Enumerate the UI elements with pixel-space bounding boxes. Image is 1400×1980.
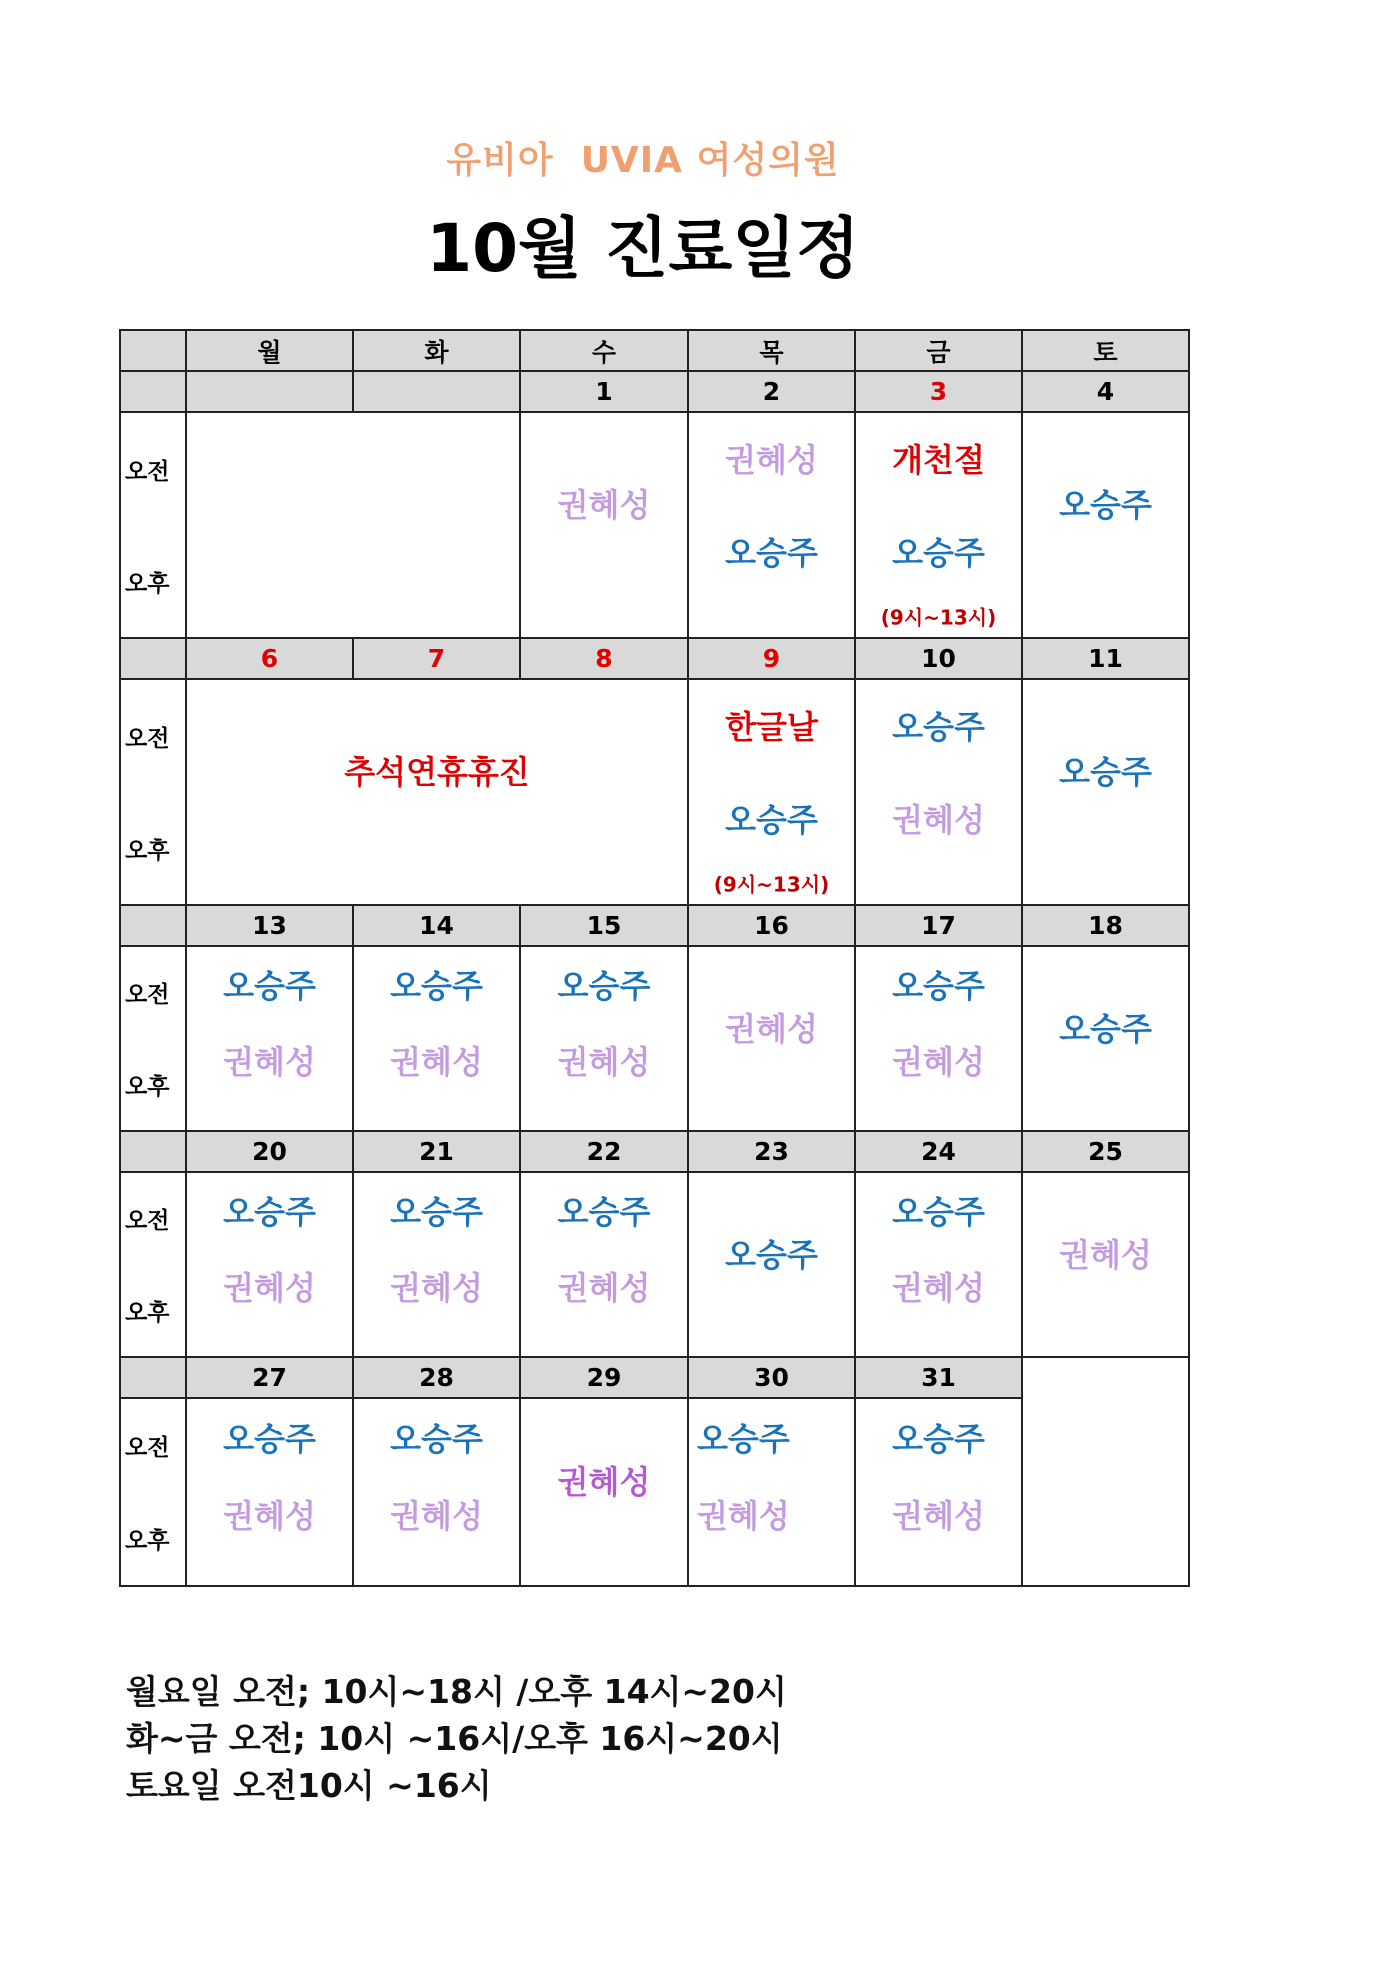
date-cell: 23 <box>687 1130 856 1173</box>
day-cell <box>185 411 521 639</box>
doctor-am: 오승주 <box>223 1193 316 1231</box>
day-cell <box>1021 411 1190 639</box>
doctor-am: 개천절 <box>892 441 985 480</box>
am-label: 오전 <box>125 1435 170 1461</box>
weekday-header: 수 <box>519 329 689 372</box>
clinic-name: 유비아 UVIA 여성의원 <box>446 140 840 181</box>
doctor-pm: 권혜성 <box>223 1042 316 1081</box>
doctor-single: 오승주 <box>1059 753 1152 792</box>
day-cell <box>1021 678 1190 906</box>
pm-label: 오후 <box>125 570 170 597</box>
day-cell <box>687 411 856 639</box>
doctor-am: 오승주 <box>390 967 483 1005</box>
doctor-am: 오승주 <box>892 967 985 1005</box>
doctor-am: 오승주 <box>223 1419 316 1458</box>
doctor-pm: 오승주 <box>892 533 985 572</box>
doctor-single: 오승주 <box>1059 1009 1152 1048</box>
weekday-header: 금 <box>854 329 1023 372</box>
doctor-pm: 권혜성 <box>892 1042 985 1081</box>
doctor-am: 오승주 <box>557 1193 651 1231</box>
date-header-blank <box>119 370 187 413</box>
day-cell <box>854 1397 1023 1587</box>
doctor-single: 권혜성 <box>557 486 651 525</box>
doctor-am: 오승주 <box>390 1419 483 1458</box>
date-cell: 6 <box>185 637 354 680</box>
doctor-pm: 오승주 <box>725 800 818 839</box>
date-cell: 9 <box>687 637 856 680</box>
doctor-single: 추석연휴휴진 <box>344 753 530 792</box>
day-cell <box>687 1171 856 1358</box>
doctor-am: 오승주 <box>892 1193 985 1231</box>
am-label: 오전 <box>125 1208 170 1235</box>
doctor-pm: 권혜성 <box>557 1268 651 1307</box>
weekday-header: 월 <box>185 329 354 372</box>
date-cell: 20 <box>185 1130 354 1173</box>
page-title: 10월 진료일정 <box>426 210 860 287</box>
date-cell: 2 <box>687 370 856 413</box>
day-cell <box>185 1397 354 1587</box>
day-cell <box>519 411 689 639</box>
date-cell <box>185 370 354 413</box>
date-cell: 21 <box>352 1130 521 1173</box>
day-cell <box>1021 1356 1190 1587</box>
hours-line-tue-fri: 화~금 오전; 10시 ~16시/오후 16시~20시 <box>126 1719 783 1758</box>
day-cell <box>519 945 689 1132</box>
hours-line-monday: 월요일 오전; 10시~18시 /오후 14시~20시 <box>126 1672 787 1711</box>
day-cell <box>854 411 1023 639</box>
doctor-am: 오승주 <box>557 967 651 1005</box>
day-cell <box>854 678 1023 906</box>
date-cell: 31 <box>854 1356 1023 1399</box>
am-label: 오전 <box>125 458 170 485</box>
date-header-blank <box>119 637 187 680</box>
pm-label: 오후 <box>125 837 170 864</box>
day-cell <box>519 1171 689 1358</box>
day-cell <box>687 678 856 906</box>
doctor-am: 오승주 <box>892 708 985 747</box>
doctor-am: 오승주 <box>223 967 316 1005</box>
date-cell: 17 <box>854 904 1023 947</box>
session-labels <box>119 411 187 639</box>
date-cell: 8 <box>519 637 689 680</box>
day-cell <box>687 945 856 1132</box>
hours-note: (9시~13시) <box>713 872 830 897</box>
doctor-pm: 권혜성 <box>557 1042 651 1081</box>
day-cell <box>1021 945 1190 1132</box>
pm-label: 오후 <box>125 1528 170 1554</box>
date-cell: 1 <box>519 370 689 413</box>
date-cell: 13 <box>185 904 354 947</box>
doctor-am: 한글날 <box>725 708 818 747</box>
date-header-blank <box>119 1356 187 1399</box>
doctor-single: 권혜성 <box>1059 1235 1152 1274</box>
day-cell <box>352 1171 521 1358</box>
session-labels <box>119 1397 187 1587</box>
doctor-pm: 권혜성 <box>390 1042 483 1081</box>
doctor-am: 오승주 <box>390 1193 483 1231</box>
doctor-pm: 권혜성 <box>892 1268 985 1307</box>
am-label: 오전 <box>125 725 170 752</box>
date-cell: 22 <box>519 1130 689 1173</box>
day-cell <box>854 1171 1023 1358</box>
weekday-header: 화 <box>352 329 521 372</box>
doctor-pm: 권혜성 <box>223 1268 316 1307</box>
doctor-pm: 오승주 <box>725 533 818 572</box>
weekday-header-blank <box>119 329 187 372</box>
date-cell: 30 <box>687 1356 856 1399</box>
date-header-blank <box>119 1130 187 1173</box>
date-cell <box>352 370 521 413</box>
doctor-pm: 권혜성 <box>223 1496 316 1535</box>
pm-label: 오후 <box>125 1073 170 1100</box>
day-cell <box>352 945 521 1132</box>
doctor-am: 권혜성 <box>725 441 818 480</box>
doctor-single: 권혜성 <box>557 1462 651 1501</box>
doctor-am: 오승주 <box>892 1419 985 1458</box>
date-cell: 24 <box>854 1130 1023 1173</box>
am-label: 오전 <box>125 982 170 1009</box>
hours-line-saturday: 토요일 오전10시 ~16시 <box>126 1766 492 1805</box>
session-labels <box>119 1171 187 1358</box>
office-hours <box>126 1668 787 1809</box>
date-cell: 18 <box>1021 904 1190 947</box>
day-cell <box>519 1397 689 1587</box>
doctor-single: 오승주 <box>1059 486 1152 525</box>
date-cell: 14 <box>352 904 521 947</box>
date-header-blank <box>119 904 187 947</box>
day-cell <box>185 945 354 1132</box>
date-cell: 7 <box>352 637 521 680</box>
weekday-header: 토 <box>1021 329 1190 372</box>
doctor-am: 오승주 <box>697 1419 790 1458</box>
day-cell <box>185 1171 354 1358</box>
date-cell: 4 <box>1021 370 1190 413</box>
doctor-pm: 권혜성 <box>390 1496 483 1535</box>
date-cell: 29 <box>519 1356 689 1399</box>
date-cell: 28 <box>352 1356 521 1399</box>
hours-note: (9시~13시) <box>880 605 997 630</box>
date-cell: 11 <box>1021 637 1190 680</box>
doctor-single: 오승주 <box>725 1235 818 1274</box>
day-cell <box>854 945 1023 1132</box>
doctor-pm: 권혜성 <box>697 1496 790 1535</box>
schedule-calendar <box>119 329 1188 1585</box>
day-cell <box>352 1397 521 1587</box>
doctor-pm: 권혜성 <box>390 1268 483 1307</box>
session-labels <box>119 678 187 906</box>
day-cell <box>185 678 689 906</box>
doctor-pm: 권혜성 <box>892 1496 985 1535</box>
doctor-single: 권혜성 <box>725 1009 818 1048</box>
date-cell: 3 <box>854 370 1023 413</box>
day-cell <box>1021 1171 1190 1358</box>
pm-label: 오후 <box>125 1299 170 1326</box>
date-cell: 10 <box>854 637 1023 680</box>
day-cell <box>687 1397 856 1587</box>
date-cell: 25 <box>1021 1130 1190 1173</box>
weekday-header: 목 <box>687 329 856 372</box>
session-labels <box>119 945 187 1132</box>
date-cell: 15 <box>519 904 689 947</box>
date-cell: 16 <box>687 904 856 947</box>
date-cell: 27 <box>185 1356 354 1399</box>
doctor-pm: 권혜성 <box>892 800 985 839</box>
